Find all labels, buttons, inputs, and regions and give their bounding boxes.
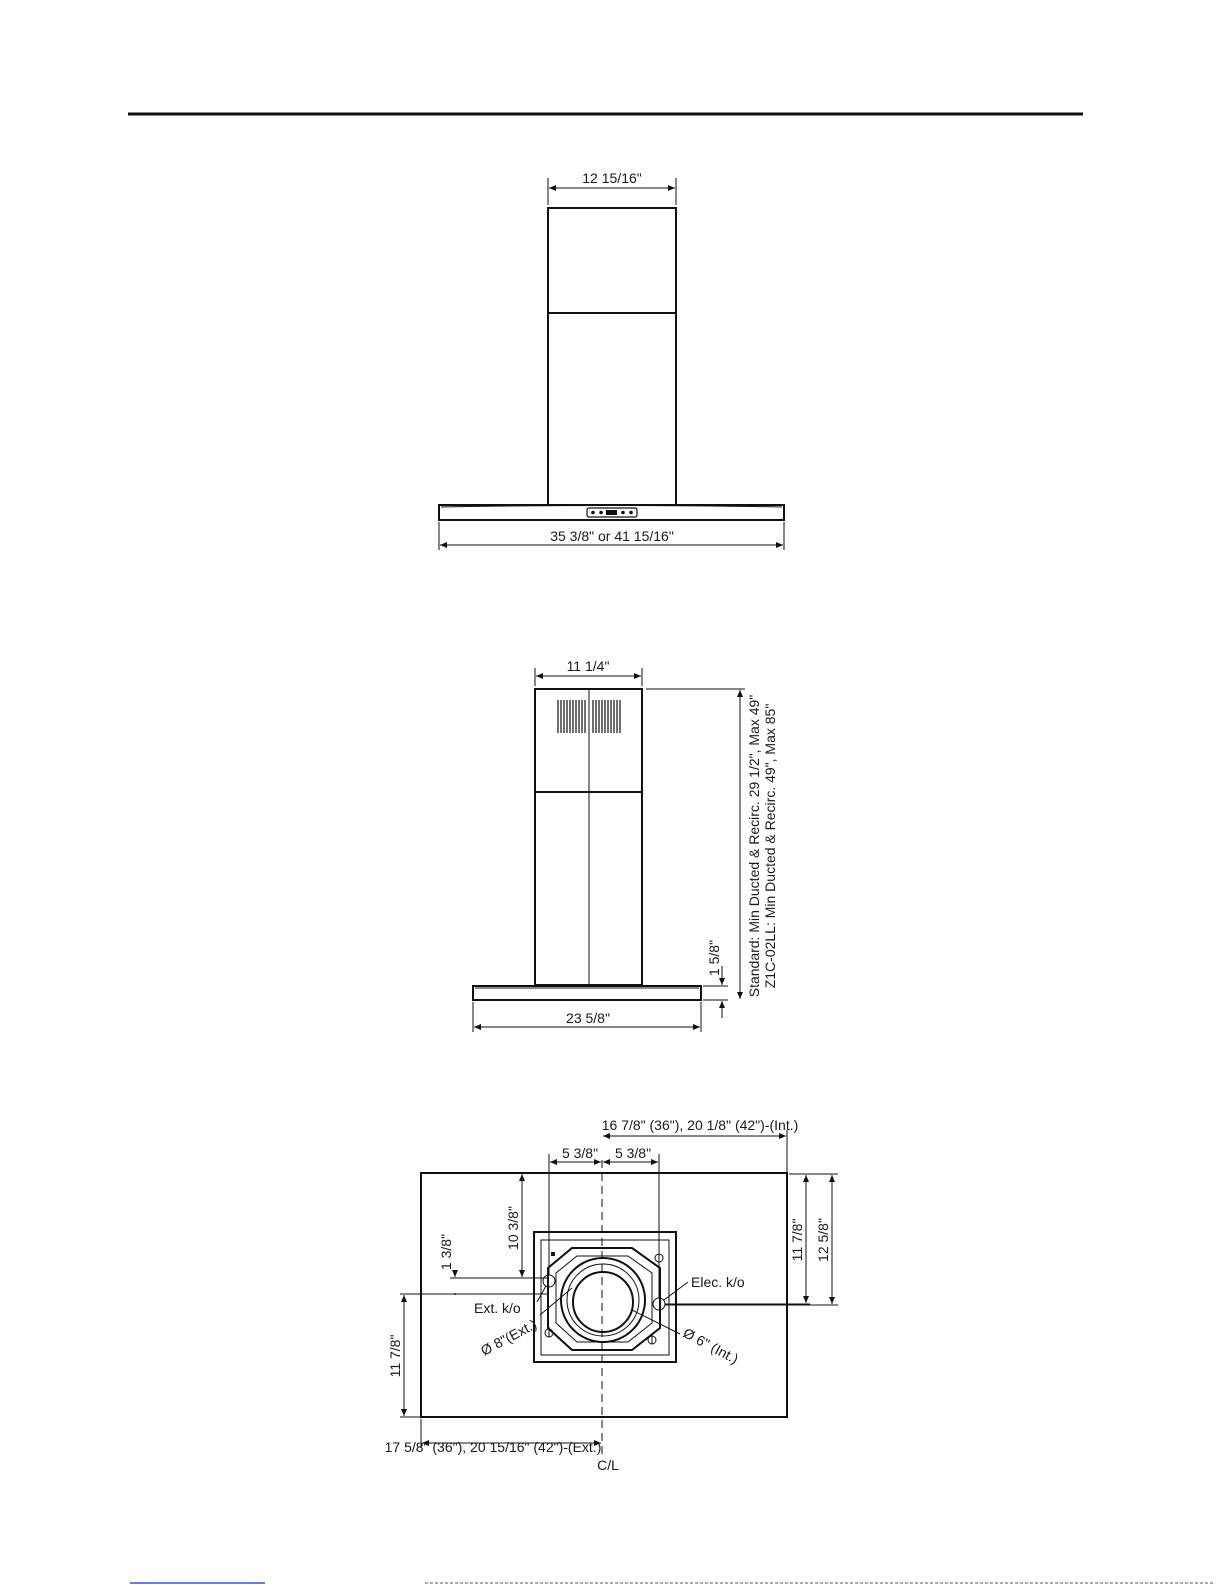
- top-to-plate-label: 10 3/8": [505, 1206, 521, 1250]
- ceiling-outline: [421, 1173, 787, 1417]
- left-offset-label: 5 3/8": [561, 1145, 599, 1161]
- total-depth-label: 12 5/8": [815, 1218, 831, 1262]
- front-view: [439, 170, 784, 550]
- dia-int-label: Ø 6" (Int.): [680, 1324, 742, 1367]
- front-canopy-width-label: 35 3/8" or 41 15/16": [550, 528, 674, 544]
- duct-flange: [548, 1248, 660, 1350]
- elec-ko-label: Elec. k/o: [691, 1274, 745, 1290]
- front-chimney-upper: [548, 208, 676, 313]
- right-offset-label: 5 3/8": [614, 1145, 652, 1161]
- side-chimney-depth-label: 11 1/4": [566, 658, 610, 674]
- ext-offset-label: 17 5/8" (36"), 20 15/16" (42")-(Ext.): [384, 1439, 602, 1455]
- duct-collar-inner: [573, 1272, 633, 1332]
- centerline-label: C/L: [597, 1457, 619, 1473]
- plan-view: [385, 1117, 838, 1473]
- dia-ext-label: Ø 8"(Ext.): [477, 1315, 540, 1359]
- side-canopy-thickness-label: 1 5/8": [706, 939, 722, 977]
- ext-depth-label: 11 7/8": [387, 1334, 403, 1378]
- int-depth-label: 11 7/8": [789, 1218, 805, 1262]
- ext-ko-label: Ext. k/o: [474, 1300, 521, 1316]
- side-view: [473, 658, 778, 1032]
- side-canopy-depth-label: 23 5/8": [566, 1010, 610, 1026]
- height-z1c-label: Z1C-02LL: Min Ducted & Recirc. 49", Max 85": [762, 703, 778, 989]
- ext-hole-drop-label: 1 3/8": [438, 1233, 454, 1271]
- front-chimney-lower: [548, 313, 676, 505]
- height-standard-label: Standard: Min Ducted & Recirc. 29 1/2", Max 49": [746, 694, 762, 998]
- int-offset-label: 16 7/8" (36"), 20 1/8" (42")-(Int.): [601, 1117, 799, 1133]
- front-chimney-width-label: 12 15/16": [582, 170, 642, 186]
